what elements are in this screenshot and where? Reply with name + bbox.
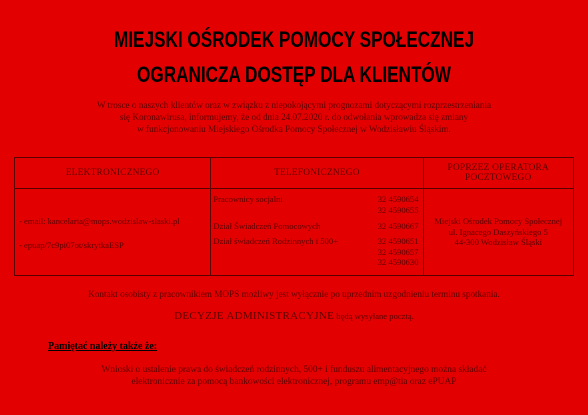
dept-assistance-benefits: Dział Świadczeń Pomocowych bbox=[213, 221, 321, 231]
postal-cell bbox=[423, 189, 573, 276]
header-electronic: ELEKTRONICZNEGO bbox=[15, 158, 211, 189]
postal-address bbox=[424, 216, 573, 248]
header-postal-line1: POPRZEZ OPERATORA bbox=[447, 162, 549, 173]
decisions-heading: DECYZJE ADMINISTRACYJNE bbox=[174, 310, 335, 322]
phone-number: 32 4590655 bbox=[377, 204, 419, 215]
phone-numbers bbox=[378, 194, 419, 215]
electronic-cell bbox=[15, 189, 211, 276]
page-subtitle: OGRANICZA DOSTĘP DLA KLIENTÓW bbox=[137, 62, 451, 87]
phone-number: 32 4590657 bbox=[377, 246, 419, 257]
phone-number: 32 4590667 bbox=[377, 221, 419, 231]
postal-address-line: 44-300 Wodzisław Śląski bbox=[454, 237, 542, 247]
phone-numbers bbox=[378, 236, 419, 268]
header-postal bbox=[423, 158, 573, 189]
dept-social-workers: Pracownicy socjalni bbox=[213, 194, 283, 204]
phone-number: 32 4590654 bbox=[377, 194, 419, 204]
intro-text bbox=[40, 99, 548, 135]
final-line: Wnioski o ustalenie prawa do świadczeń rodzinnych, 500+ i funduszu alimentacyjnego można składać bbox=[101, 365, 487, 375]
decisions-rest: będą wysyłane pocztą. bbox=[334, 311, 414, 321]
phone-cell bbox=[211, 189, 423, 276]
email-address[interactable]: - email: kancelaria@mops.wodzislaw-slaski.pl bbox=[19, 216, 180, 226]
intro-line: w funkcjonowaniu Miejskiego Ośrodka Pomocy Społecznej w Wodzisławiu Śląskim. bbox=[137, 124, 451, 134]
personal-contact-note: Kontakt osobisty z pracownikiem MOPS możliwy jest wyłącznie po uprzednim uzgodnieniu terminu spotkania. bbox=[88, 289, 500, 299]
contact-methods-table bbox=[14, 157, 574, 276]
final-note bbox=[0, 364, 588, 388]
phone-number: 32 4590630 bbox=[377, 257, 419, 267]
administrative-decisions-note bbox=[0, 306, 588, 324]
remember-heading: Pamiętać należy także że: bbox=[48, 341, 158, 352]
intro-line: się Koronawirusa, informujemy, że od dnia 24.07.2020 r. do odwołania wprowadza się zmiany bbox=[119, 112, 469, 122]
header-postal-line2: POCZTOWEGO bbox=[465, 173, 532, 183]
header-phone: TELEFONICZNEGO bbox=[211, 158, 423, 189]
final-line: elektronicznie za pomocą bankowości elektronicznej, programu emp@tia oraz ePUAP bbox=[131, 377, 457, 387]
dept-family-benefits: Dział świadczeń Rodzinnych i 500+ bbox=[213, 236, 338, 246]
phone-number: 32 4590651 bbox=[377, 236, 419, 246]
epuap-address[interactable]: - epuap/7c9pi07ot/skrytkaESP bbox=[19, 240, 124, 250]
intro-line: W trosce o naszych klientów oraz w związku z niepokojącymi prognozami dotyczącymi rozprzestrzeniania bbox=[96, 100, 492, 110]
page-title: MIEJSKI OŚRODEK POMOCY SPOŁECZNEJ bbox=[113, 27, 475, 52]
phone-numbers bbox=[378, 221, 419, 232]
postal-address-line: Miejski Ośrodek Pomocy Społecznej bbox=[434, 216, 563, 226]
postal-address-line: ul. Ignacego Daszyńskiego 5 bbox=[448, 226, 548, 237]
